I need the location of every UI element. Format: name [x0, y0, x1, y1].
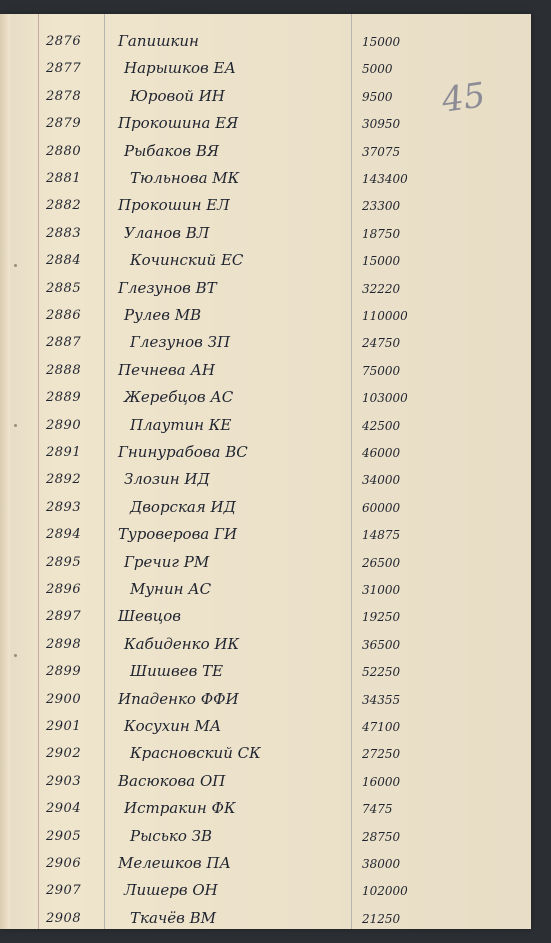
ledger-row [0, 335, 531, 361]
page-number: 45 [439, 75, 488, 121]
entry-name: Рыбаков ВЯ [124, 141, 220, 160]
entry-name: Юровой ИН [130, 86, 225, 105]
ledger-row [0, 856, 531, 882]
ledger-row [0, 116, 531, 142]
entry-number: 2899 [46, 664, 82, 680]
entry-number: 2884 [46, 253, 82, 269]
entry-number: 2902 [46, 746, 82, 762]
entry-number: 2889 [46, 390, 82, 406]
ledger-row [0, 689, 531, 718]
entry-number: 2904 [46, 801, 82, 817]
entry-name: Васюкова ОП [118, 771, 226, 790]
entry-amount: 31000 [362, 583, 401, 597]
entry-name: Кочинский ЕС [130, 251, 244, 270]
entry-name: Туроверова ГИ [118, 525, 238, 544]
entry-amount: 26500 [362, 555, 401, 570]
entry-name: Косухин МА [124, 717, 222, 735]
ledger-row [0, 390, 531, 416]
entry-name: Мелешков ПА [118, 854, 231, 872]
entry-number: 2885 [46, 280, 82, 296]
ledger-row [0, 801, 531, 827]
entry-name: Кабиденко ИК [124, 634, 240, 653]
entry-amount: 47100 [362, 720, 401, 734]
ledger-row [0, 719, 531, 745]
ledger-row [0, 415, 531, 444]
ledger-row [0, 253, 531, 279]
ledger-row [0, 634, 531, 663]
entry-amount: 42500 [362, 418, 401, 433]
ledger-row [0, 445, 531, 471]
entry-amount: 28750 [362, 829, 401, 844]
entry-name: Мунин АС [130, 580, 212, 598]
entry-number: 2878 [46, 88, 82, 104]
entry-number: 2882 [46, 198, 82, 214]
ledger-row [0, 582, 531, 608]
entry-amount: 38000 [362, 857, 401, 871]
entry-number: 2893 [46, 499, 82, 515]
entry-amount: 7475 [362, 802, 393, 817]
entry-name: Глезунов ВТ [118, 278, 217, 297]
entry-amount: 23300 [362, 199, 401, 214]
ledger-row [0, 86, 531, 115]
entry-amount: 37075 [362, 144, 401, 159]
entry-name: Лишерв ОН [124, 881, 218, 900]
entry-number: 2886 [46, 308, 82, 323]
ledger-row [0, 883, 531, 909]
ledger-row [0, 497, 531, 526]
entry-amount: 52250 [362, 665, 401, 680]
ledger-row [0, 171, 531, 197]
entry-amount: 27250 [362, 747, 401, 762]
entry-name: Прокошин ЕЛ [118, 196, 230, 215]
ledger-row [0, 609, 531, 635]
ledger-row [0, 664, 531, 690]
entry-name: Злозин ИД [124, 470, 210, 489]
entry-number: 2883 [46, 225, 82, 241]
entry-amount: 103000 [362, 391, 408, 406]
entry-name: Рысько ЗВ [130, 826, 213, 845]
entry-amount: 21250 [362, 911, 401, 926]
ledger-row [0, 198, 531, 224]
entry-name: Ипаденко ФФИ [118, 689, 239, 708]
entry-name: Шишвев ТЕ [130, 662, 224, 681]
entry-amount: 30950 [362, 117, 401, 132]
entry-number: 2906 [46, 856, 82, 871]
entry-number: 2907 [46, 883, 82, 899]
ledger-page [0, 14, 531, 929]
entry-number: 2901 [46, 719, 82, 734]
entry-number: 2877 [46, 61, 82, 77]
entry-amount: 24750 [362, 336, 401, 351]
entry-number: 2896 [46, 582, 82, 597]
entry-amount: 9500 [362, 89, 393, 104]
ledger-row [0, 278, 531, 307]
entry-name: Рулев МВ [124, 306, 202, 324]
entry-amount: 46000 [362, 446, 401, 460]
entry-number: 2908 [46, 910, 82, 926]
entry-name: Шевцов [118, 607, 181, 626]
entry-number: 2887 [46, 335, 82, 351]
entry-name: Прокошина ЕЯ [118, 114, 239, 133]
ledger-row [0, 552, 531, 581]
entry-name: Жеребцов АС [124, 388, 234, 407]
entry-amount: 34000 [362, 473, 401, 488]
ledger-row [0, 34, 531, 60]
entry-number: 2881 [46, 171, 82, 186]
entry-name: Нарышков ЕА [124, 59, 236, 78]
entry-number: 2890 [46, 417, 82, 433]
ledger-row [0, 826, 531, 855]
entry-number: 2898 [46, 636, 82, 652]
entry-amount: 75000 [362, 363, 401, 378]
entry-name: Ткачёв ВМ [130, 908, 216, 927]
entry-number: 2900 [46, 691, 82, 707]
ledger-row [0, 472, 531, 498]
entry-name: Плаутин КЕ [130, 415, 232, 434]
entry-name: Красновский СК [130, 744, 261, 763]
entry-number: 2891 [46, 445, 82, 460]
entry-number: 2897 [46, 609, 82, 625]
entry-amount: 110000 [362, 309, 408, 323]
entry-number: 2888 [46, 362, 82, 378]
ledger-row [0, 223, 531, 252]
ledger-row [0, 746, 531, 772]
entry-name: Гнинурабова ВС [118, 443, 248, 461]
entry-number: 2892 [46, 472, 82, 488]
entry-amount: 14875 [362, 528, 401, 543]
entry-name: Печнева АН [118, 360, 215, 379]
ledger-row [0, 360, 531, 389]
entry-amount: 19250 [362, 610, 401, 625]
entry-name: Тюльнова МК [130, 169, 240, 187]
ledger-row [0, 527, 531, 553]
entry-amount: 16000 [362, 774, 401, 789]
entry-number: 2880 [46, 143, 82, 159]
entry-name: Уланов ВЛ [124, 223, 210, 242]
entry-name: Истракин ФК [124, 799, 236, 818]
entry-number: 2894 [46, 527, 82, 543]
entry-name: Глезунов ЗП [130, 333, 231, 352]
entry-name: Дворская ИД [130, 497, 236, 516]
entry-amount: 15000 [362, 35, 401, 49]
ledger-row [0, 908, 531, 937]
entry-amount: 143400 [362, 172, 408, 186]
ledger-row [0, 141, 531, 170]
entry-number: 2905 [46, 828, 82, 844]
entry-amount: 60000 [362, 500, 401, 515]
entry-amount: 5000 [362, 62, 393, 77]
entry-number: 2903 [46, 773, 82, 789]
entry-name: Гречиг РМ [124, 552, 210, 571]
entry-number: 2895 [46, 554, 82, 570]
entry-name: Гапишкин [118, 32, 199, 50]
entry-amount: 36500 [362, 637, 401, 652]
ledger-row [0, 771, 531, 800]
entry-amount: 15000 [362, 254, 401, 269]
entry-amount: 34355 [362, 692, 401, 707]
entry-amount: 32220 [362, 281, 401, 296]
ledger-row [0, 61, 531, 87]
entry-number: 2879 [46, 116, 82, 132]
entry-amount: 102000 [362, 884, 408, 899]
entry-amount: 18750 [362, 226, 401, 241]
ledger-row [0, 308, 531, 334]
entry-number: 2876 [46, 34, 82, 49]
